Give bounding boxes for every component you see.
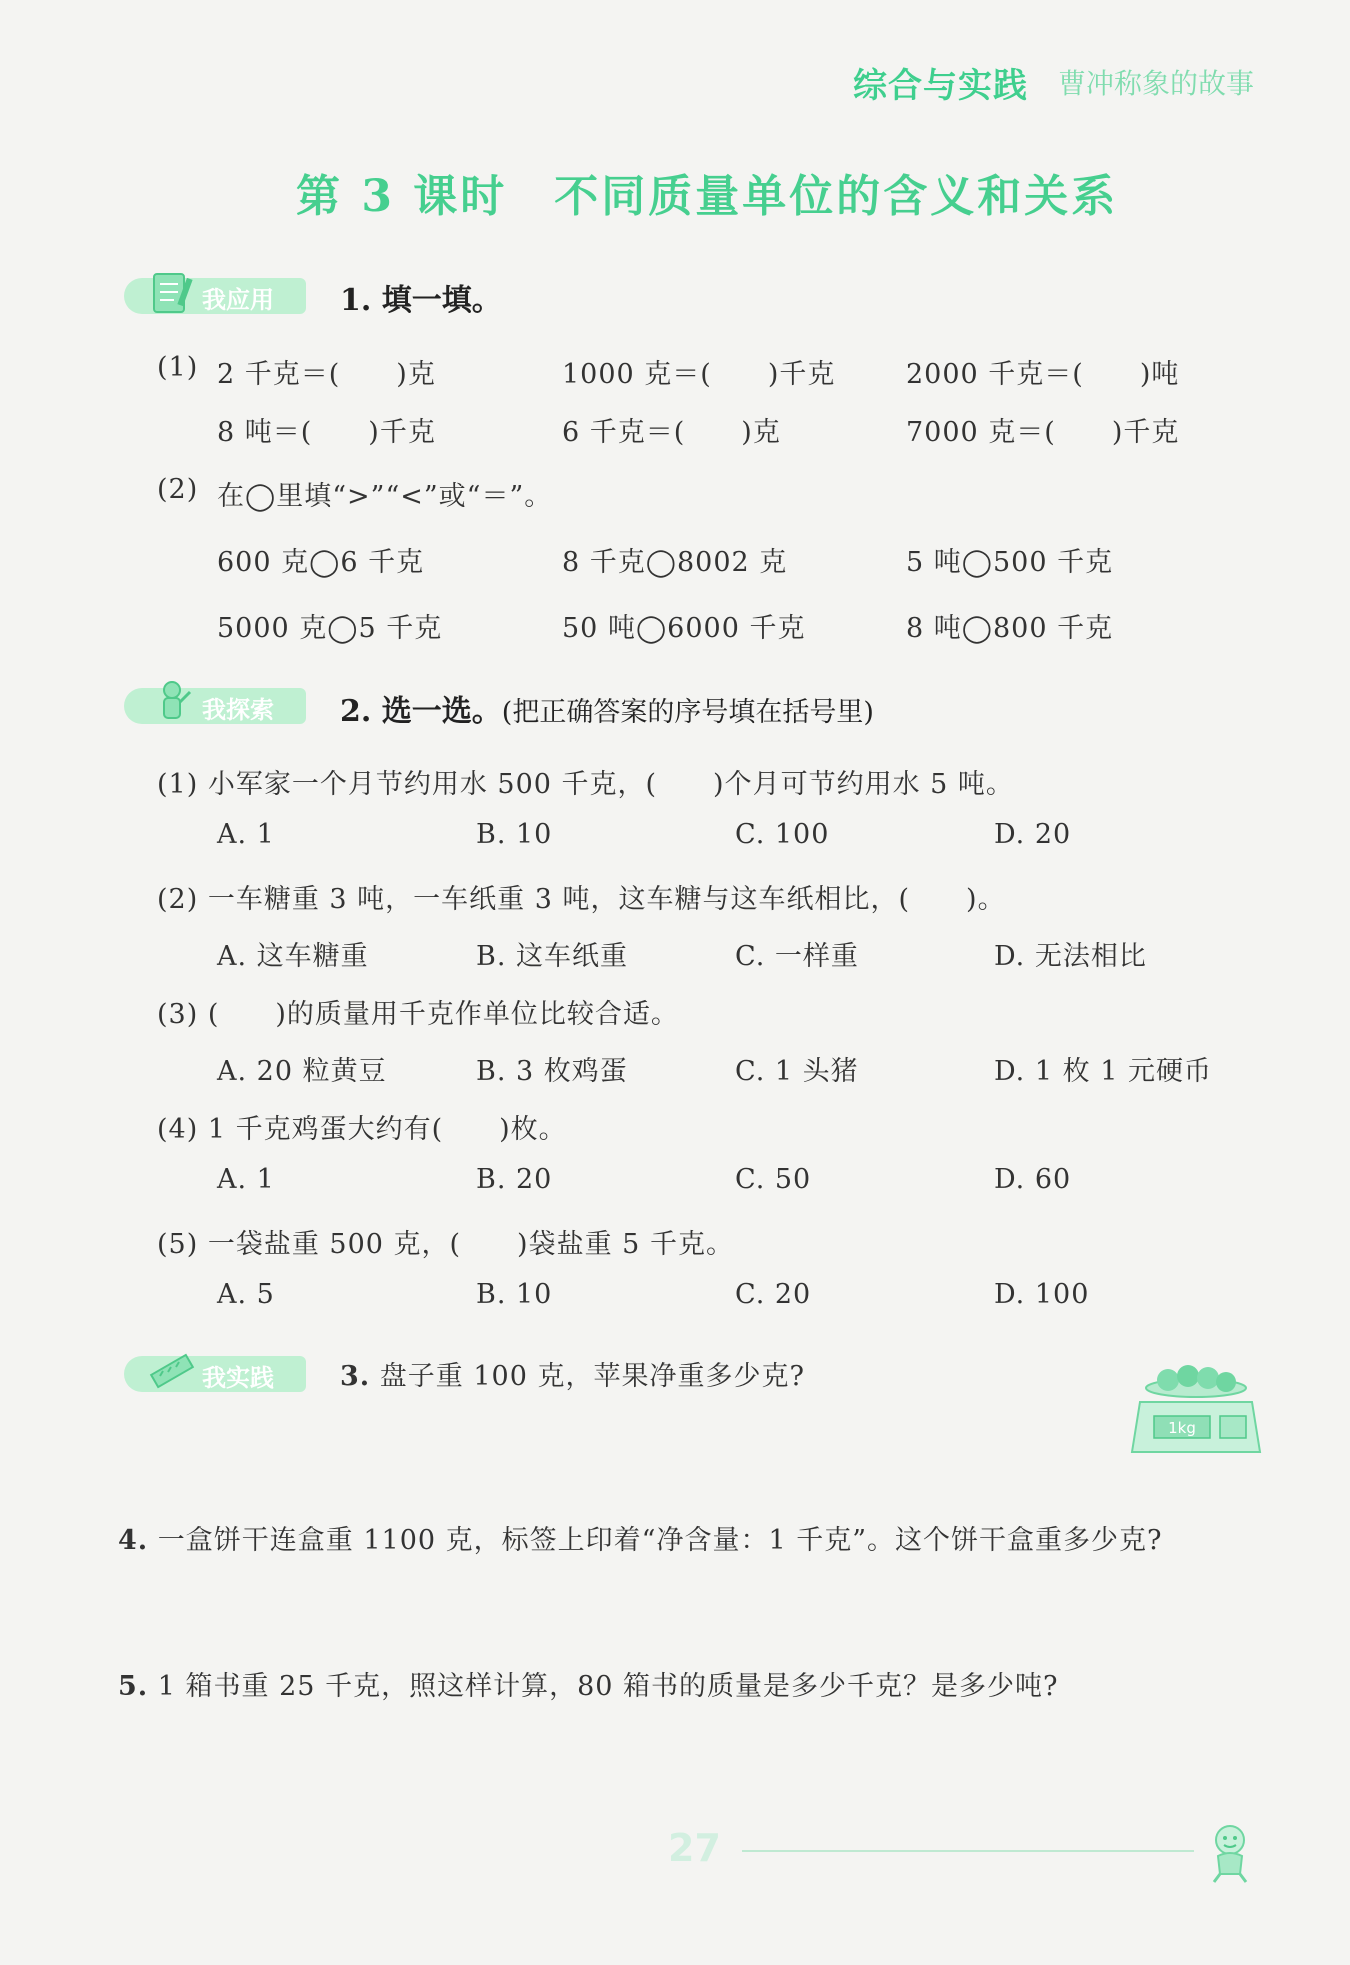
q2-item4-opt-c: C. 50 — [735, 1164, 812, 1195]
q2-item5-opt-b: B. 10 — [476, 1279, 553, 1310]
q1-p2-r2-c1: 5000 克◯5 千克 — [217, 613, 443, 644]
q2-item3-question: (3) ( )的质量用千克作单位比较合适。 — [157, 999, 679, 1030]
q2-item2-opt-d: D. 无法相比 — [994, 941, 1147, 972]
q2-item4-opt-b: B. 20 — [476, 1164, 553, 1195]
q2-item2-question: (2) 一车糖重 3 吨，一车纸重 3 吨，这车糖与这车纸相比，( )。 — [157, 884, 1006, 915]
q2-item2-opt-a: A. 这车糖重 — [217, 941, 369, 972]
page-number: 27 — [668, 1826, 721, 1870]
q2-item2-opt-b: B. 这车纸重 — [476, 941, 629, 972]
q2-item5-question: (5) 一袋盐重 500 克，( )袋盐重 5 千克。 — [157, 1229, 734, 1260]
q4-text — [118, 1518, 1163, 1557]
q2-item1-opt-d: D. 20 — [994, 819, 1072, 850]
mascot-icon — [1198, 1820, 1262, 1886]
badge-apply — [124, 268, 306, 318]
q1-p1-r1-c1: 2 千克＝( )克 — [217, 359, 436, 390]
q2-heading — [340, 686, 874, 730]
q1-p1-r1-c3: 2000 千克＝( )吨 — [906, 359, 1180, 390]
q1-p2-r1-c1: 600 克◯6 千克 — [217, 547, 425, 578]
q3-question: 盘子重 100 克，苹果净重多少克? — [379, 1361, 805, 1392]
explorer-icon — [146, 678, 198, 726]
q1-p1-r2-c1: 8 吨＝( )千克 — [217, 417, 436, 448]
q1-p2-instruction: 在◯里填“>”“<”或“＝”。 — [217, 481, 553, 512]
footer-divider — [742, 1850, 1194, 1852]
q2-heading-sub: (把正确答案的序号填在括号里) — [501, 697, 874, 728]
q1-heading: 1. 填一填。 — [340, 283, 502, 318]
scale-with-apples-illustration — [1126, 1358, 1266, 1458]
q3-text — [340, 1354, 805, 1393]
badge-explore — [124, 678, 306, 728]
q5-question: 1 箱书重 25 千克，照这样计算，80 箱书的质量是多少千克？是多少吨? — [157, 1671, 1059, 1702]
q1-p1-r1-c2: 1000 克＝( )千克 — [562, 359, 836, 390]
q2-item1-opt-a: A. 1 — [217, 819, 275, 850]
page-title: 第 3 课时 不同质量单位的含义和关系 — [296, 171, 1119, 222]
scale-display-label: 1kg — [1168, 1419, 1196, 1437]
q2-item3-opt-d: D. 1 枚 1 元硬币 — [994, 1056, 1212, 1087]
q1-p1-r2-c2: 6 千克＝( )克 — [562, 417, 781, 448]
q2-item4-opt-d: D. 60 — [994, 1164, 1072, 1195]
ruler-icon — [146, 1346, 198, 1394]
badge-practice-label: 我实践 — [202, 1364, 274, 1392]
q3-number: 3. — [340, 1361, 371, 1392]
q2-item4-question: (4) 1 千克鸡蛋大约有( )枚。 — [157, 1114, 567, 1145]
q1-p2-r1-c2: 8 千克◯8002 克 — [562, 547, 788, 578]
q2-item1-opt-b: B. 10 — [476, 819, 553, 850]
q4-number: 4. — [118, 1525, 149, 1556]
q1-p2-r2-c2: 50 吨◯6000 千克 — [562, 613, 806, 644]
q1-p2-r2-c3: 8 吨◯800 千克 — [906, 613, 1114, 644]
header-topic: 综合与实践 — [853, 66, 1028, 106]
q2-item5-opt-d: D. 100 — [994, 1279, 1090, 1310]
badge-practice — [124, 1346, 306, 1396]
q2-item5-opt-a: A. 5 — [217, 1279, 275, 1310]
q2-item4-opt-a: A. 1 — [217, 1164, 275, 1195]
q1-p1-label: (1) — [157, 352, 199, 383]
q1-p2-r1-c3: 5 吨◯500 千克 — [906, 547, 1114, 578]
q1-p1-r2-c3: 7000 克＝( )千克 — [906, 417, 1180, 448]
q5-text — [118, 1664, 1058, 1703]
badge-explore-label: 我探索 — [202, 696, 274, 724]
q2-heading-main: 选一选。 — [381, 694, 502, 729]
q2-item3-opt-a: A. 20 粒黄豆 — [217, 1056, 387, 1087]
q1-p2-label: (2) — [157, 474, 199, 505]
header-story: 曹冲称象的故事 — [1058, 67, 1255, 100]
q2-item3-opt-b: B. 3 枚鸡蛋 — [476, 1056, 628, 1087]
notebook-icon — [146, 268, 198, 316]
badge-apply-label: 我应用 — [202, 286, 274, 314]
q2-item5-opt-c: C. 20 — [735, 1279, 812, 1310]
q2-item3-opt-c: C. 1 头猪 — [735, 1056, 859, 1087]
q4-question: 一盒饼干连盒重 1100 克，标签上印着“净含量：1 千克”。这个饼干盒重多少克? — [157, 1525, 1163, 1556]
q2-item2-opt-c: C. 一样重 — [735, 941, 859, 972]
q2-item1-question: (1) 小军家一个月节约用水 500 千克，( )个月可节约用水 5 吨。 — [157, 769, 1014, 800]
q2-heading-number: 2. — [340, 694, 372, 729]
q2-item1-opt-c: C. 100 — [735, 819, 830, 850]
q5-number: 5. — [118, 1671, 149, 1702]
